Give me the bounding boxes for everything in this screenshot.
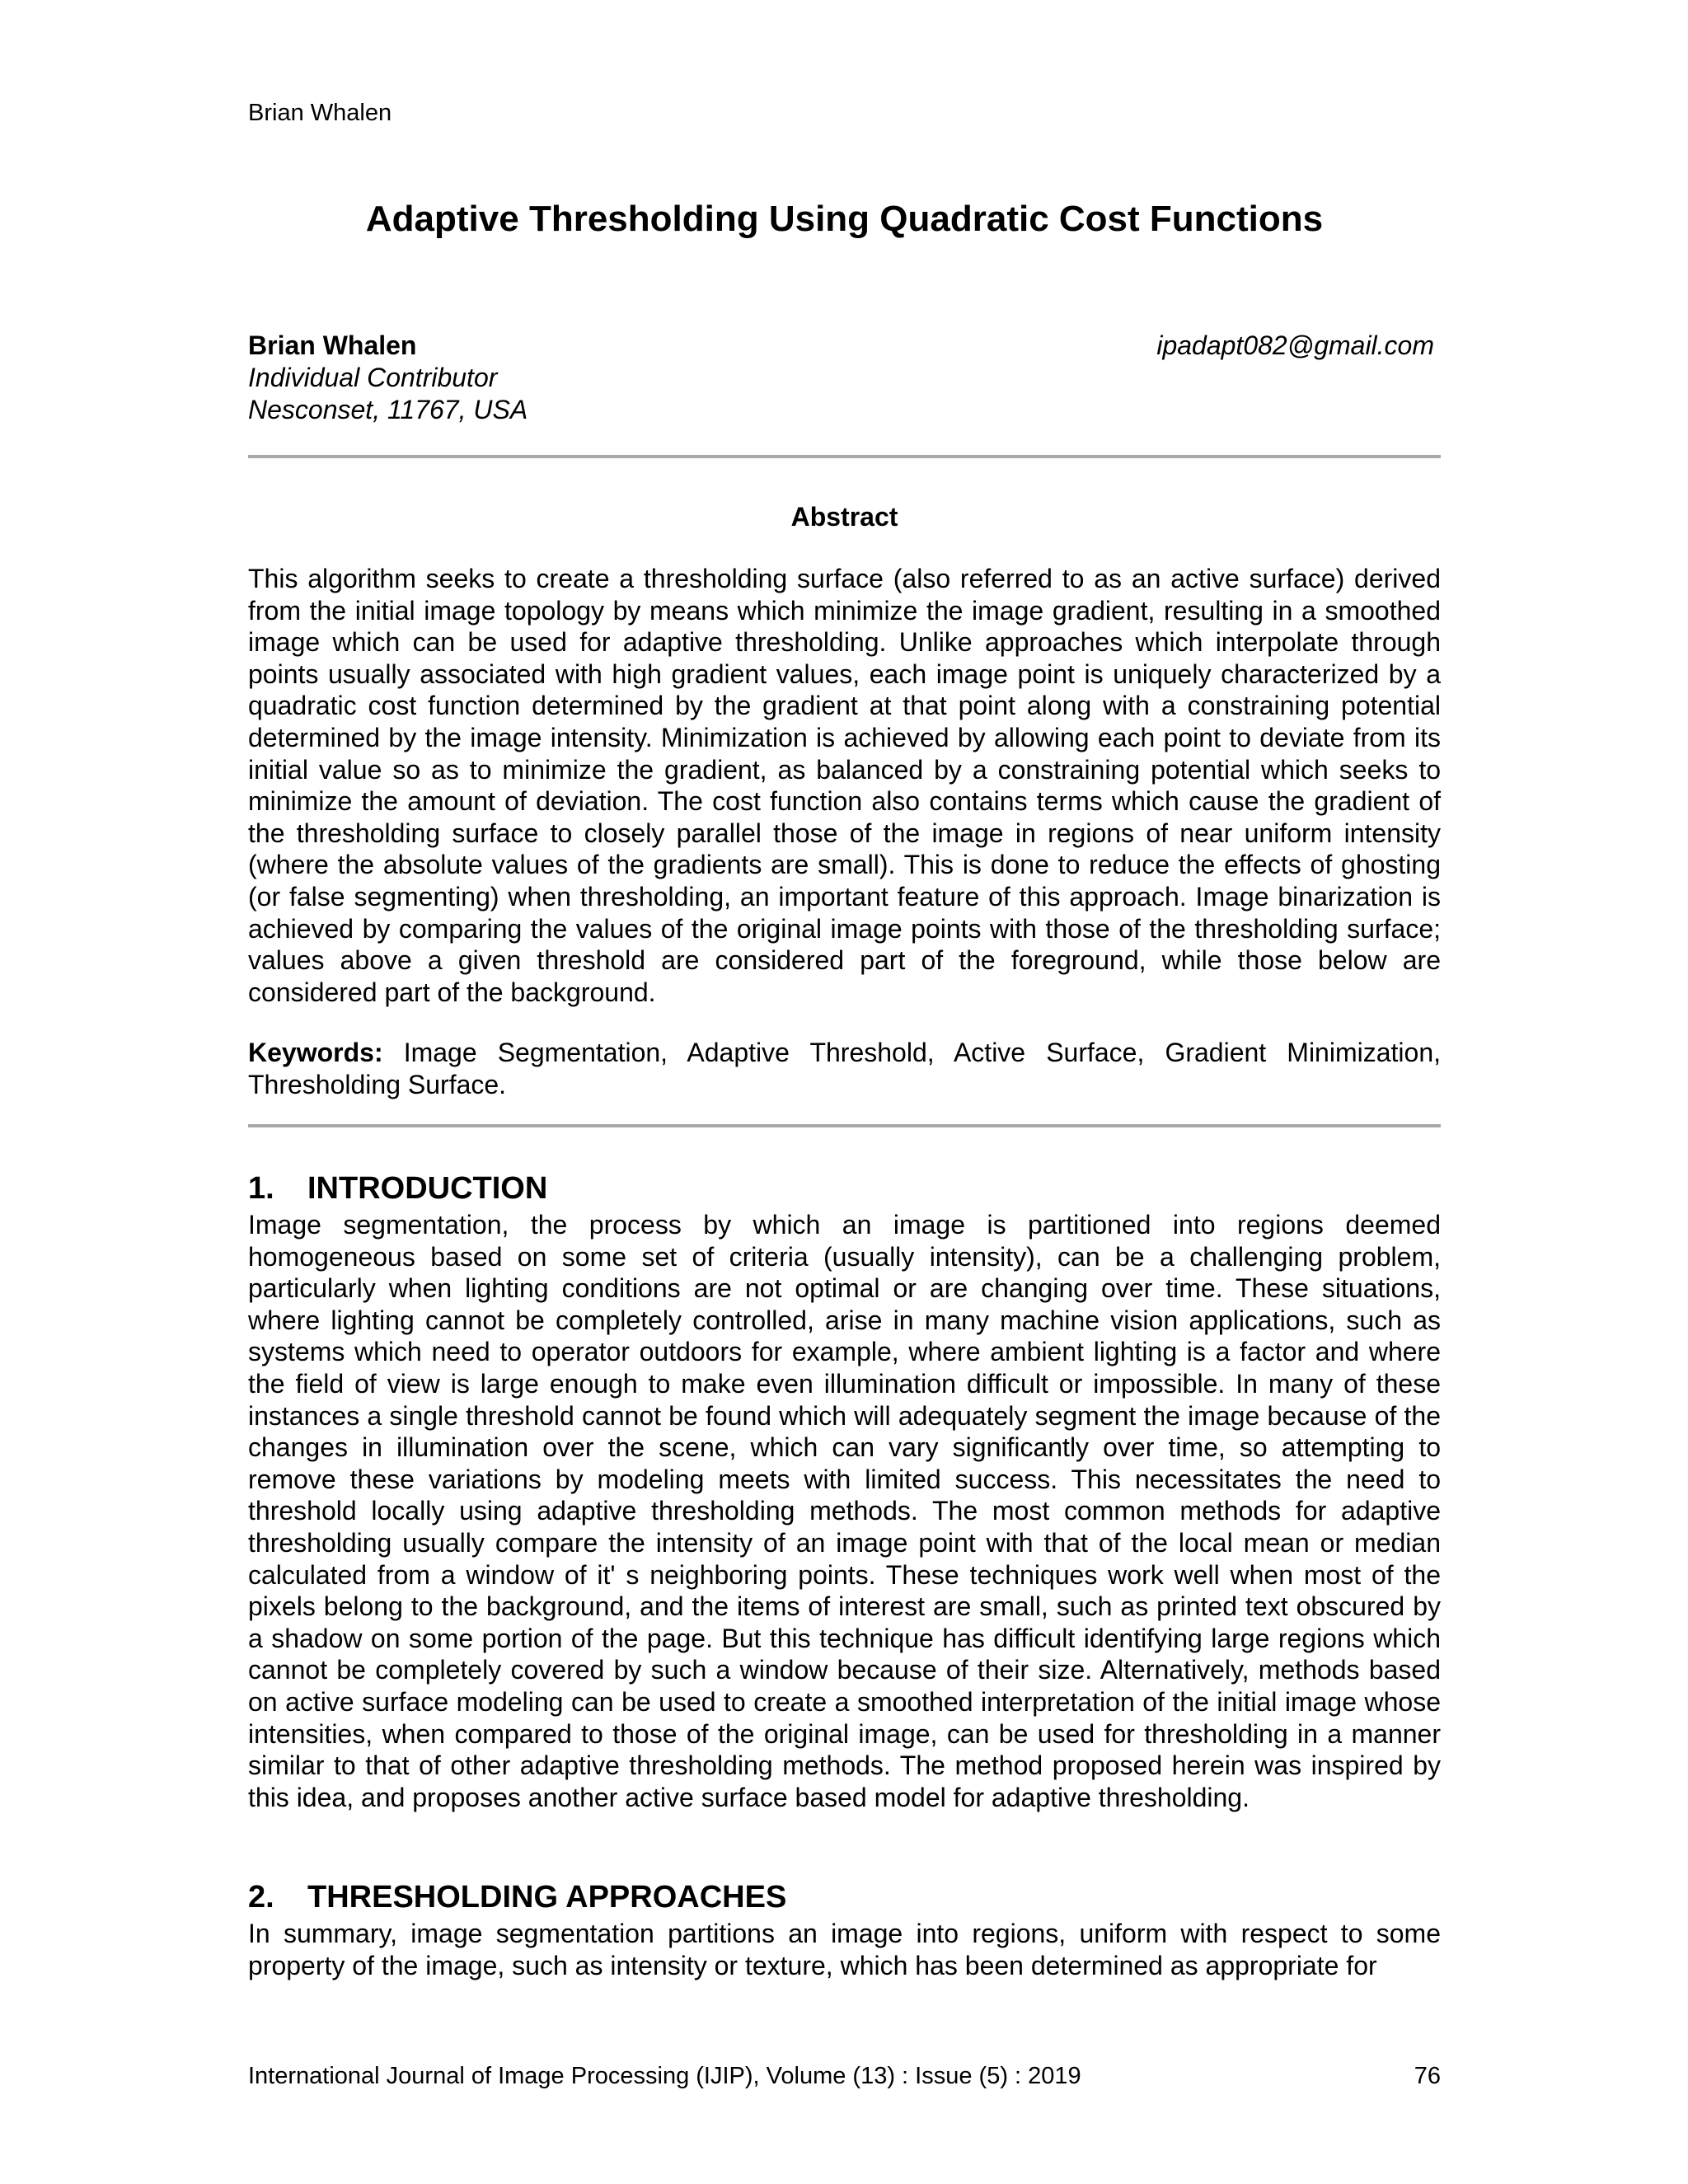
section-title: THRESHOLDING APPROACHES xyxy=(307,1880,787,1915)
divider-bottom xyxy=(248,1124,1441,1127)
running-head: Brian Whalen xyxy=(248,100,392,126)
keywords-text: Image Segmentation, Adaptive Threshold, Active Surface, Gradient Minimization, Thresholding Surface. xyxy=(248,1038,1442,1099)
section-heading-thresholding-approaches xyxy=(248,1879,1441,1915)
paper-page xyxy=(248,0,1441,2184)
section-number: 2. xyxy=(248,1880,274,1915)
author-email[interactable]: ipadapt082@gmail.com xyxy=(1156,330,1434,360)
author-name: Brian Whalen xyxy=(248,330,417,360)
author-location: Nesconset, 11767, USA xyxy=(248,395,528,424)
divider-top xyxy=(248,455,1441,458)
section-title: INTRODUCTION xyxy=(307,1171,548,1206)
journal-citation: International Journal of Image Processing (IJIP), Volume (13) : Issue (5) : 2019 xyxy=(248,2063,1081,2089)
paper-title: Adaptive Thresholding Using Quadratic Cost Functions xyxy=(365,199,1324,239)
abstract-heading: Abstract xyxy=(790,502,898,532)
author-block xyxy=(248,330,1441,426)
keywords xyxy=(248,1037,1441,1100)
abstract-body: This algorithm seeks to create a thresholding surface (also referred to as an active surface) derived from the initial image topology by means which minimize the image gradient, resulting in a smoothed image which can be used for adaptive thresholding. Unlike approaches which interpolate through points usually associated with high gradient values, each image point is uniquely characterized by a quadratic cost function determined by the gradient at that point along with a constraining potential determined by the image intensity. Minimization is achieved by allowing each point to deviate from its initial value so as to minimize the gradient, as balanced by a constraining potential which seeks to minimize the amount of deviation. The cost function also contains terms which cause the gradient of the thresholding surface to closely parallel those of the image in regions of near uniform intensity (where the absolute values of the gradients are small). This is done to reduce the effects of ghosting (or false segmenting) when thresholding, an important feature of this approach. Image binarization is achieved by comparing the values of the original image points with those of the thresholding surface; values above a given threshold are considered part of the foreground, while those below are considered part of the background. xyxy=(248,564,1441,1007)
section-number: 1. xyxy=(248,1171,274,1206)
page-number: 76 xyxy=(1414,2063,1441,2089)
page-footer xyxy=(248,2062,1441,2090)
introduction-body: Image segmentation, the process by which an image is partitioned into regions deemed homogeneous based on some set of criteria (usually intensity), can be a challenging problem, particularly when lighting conditions are not optimal or are changing over time. These situations, where lighting cannot be completely controlled, arise in many machine vision applications, such as systems which need to operator outdoors for example, where ambient lighting is a factor and where the field of view is large enough to make even illumination difficult or impossible. In many of these instances a single threshold cannot be found which will adequately segment the image because of the changes in illumination over the scene, which can vary significantly over time, so attempting to remove these variations by modeling meets with limited success. This necessitates the need to threshold locally using adaptive thresholding methods. The most common methods for adaptive thresholding usually compare the intensity of an image point with that of the local mean or median calculated from a window of it' s neighboring points. These techniques work well when most of the pixels belong to the background, and the items of interest are small, such as printed text obscured by a shadow on some portion of the page. But this technique has difficult identifying large regions which cannot be completely covered by such a window because of their size. Alternatively, methods based on active surface modeling can be used to create a smoothed interpretation of the initial image whose intensities, when compared to those of the original image, can be used for thresholding in a manner similar to that of other adaptive thresholding methods. The method proposed herein was inspired by this idea, and proposes another active surface based model for adaptive thresholding. xyxy=(248,1210,1441,1812)
author-affiliation: Individual Contributor xyxy=(248,363,498,392)
keywords-label: Keywords: xyxy=(248,1038,383,1067)
thresholding-approaches-body: In summary, image segmentation partitions an image into regions, uniform with respect to some property of the image, such as intensity or texture, which has been determined as appropriate for xyxy=(248,1919,1441,1980)
section-heading-introduction xyxy=(248,1170,1441,1207)
